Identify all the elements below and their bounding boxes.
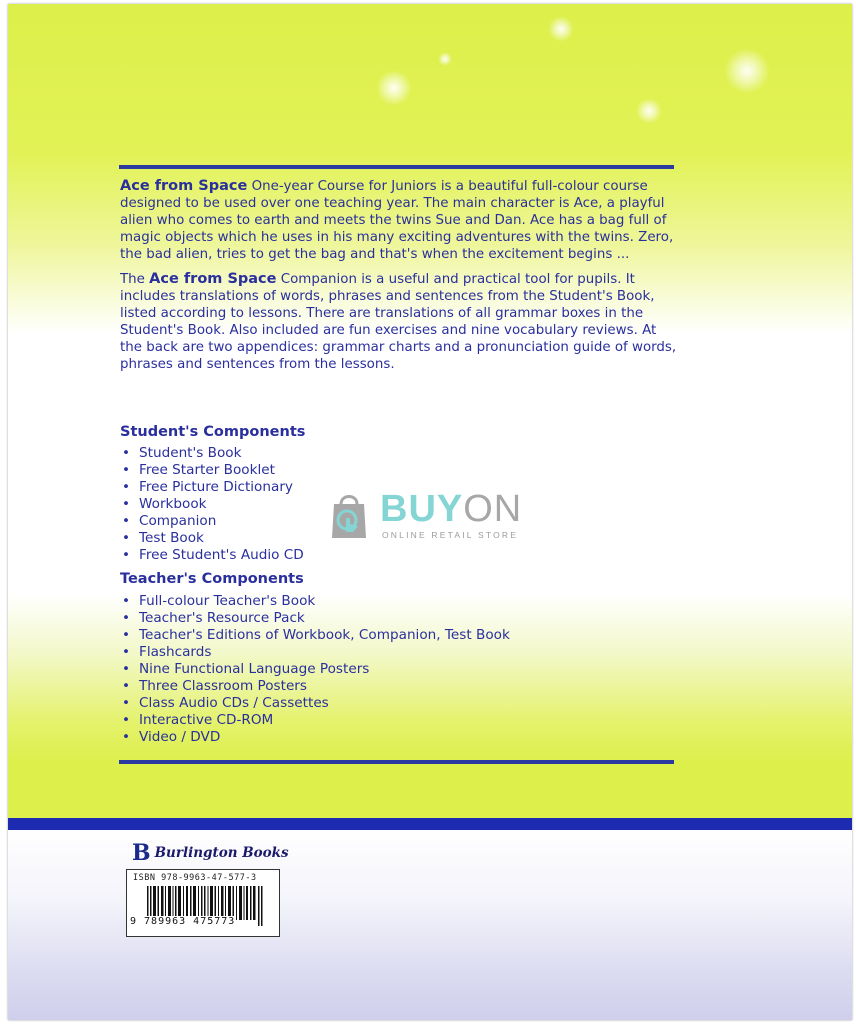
- paragraph-1-text: One-year Course for Juniors is a beautiful full-colour course designed to be used over one teaching year. The main character is Ace, a playful alien who comes to earth and meets the twins Sue and Dan. Ace has a bag full of magic objects which he uses in his many exciting adventures with the twins. Zero, the bad alien, tries to get the bag and that's when the excitement begins ...: [120, 179, 674, 262]
- list-item: • Three Classroom Posters: [120, 678, 510, 695]
- list-item: • Flashcards: [120, 644, 510, 661]
- list-item: • Teacher's Resource Pack: [120, 610, 510, 627]
- list-item: • Student's Book: [120, 445, 304, 462]
- list-item: • Companion: [120, 513, 304, 530]
- teachers-components-heading: Teacher's Components: [120, 571, 304, 587]
- sparkle-3: [376, 70, 412, 106]
- list-item: • Test Book: [120, 530, 304, 547]
- paragraph-2-text: Companion is a useful and practical tool for pupils. It includes translations of words, phrases and sentences from the Student's Book, listed according to lessons. There are translations of all grammar boxes in the Student's Book. Also included are fun exercises and nine vocabulary reviews. At the back are two appendices: grammar charts and a pronunciation guide of words, phrases and sentences from the lessons.: [120, 272, 677, 372]
- isbn-label: ISBN 978-9963-47-577-3: [133, 873, 257, 883]
- paragraph-2-prefix: The: [120, 272, 150, 287]
- sparkle-1: [548, 16, 574, 42]
- list-item: • Free Student's Audio CD: [120, 547, 304, 564]
- sparkle-4: [724, 48, 770, 94]
- list-item: • Full-colour Teacher's Book: [120, 593, 510, 610]
- barcode-digits: 9 789963 475773: [130, 916, 236, 927]
- series-title-2: Ace from Space: [149, 271, 277, 287]
- shopping-bag-hand-icon: [326, 488, 372, 542]
- publisher-name: Burlington Books: [154, 845, 289, 861]
- series-title: Ace from Space: [120, 178, 248, 194]
- list-item: • Video / DVD: [120, 729, 510, 746]
- watermark-tagline: ONLINE RETAIL STORE: [382, 530, 519, 540]
- list-item: • Class Audio CDs / Cassettes: [120, 695, 510, 712]
- sparkle-2: [438, 52, 452, 66]
- students-components-heading: Student's Components: [120, 424, 306, 440]
- list-item: • Teacher's Editions of Workbook, Companion, Test Book: [120, 627, 510, 644]
- isbn-barcode-box: [126, 869, 280, 937]
- watermark-brand-a: BUY: [380, 488, 464, 530]
- blue-band: [8, 818, 852, 830]
- list-item: • Free Picture Dictionary: [120, 479, 304, 496]
- bottom-rule: [119, 760, 674, 764]
- description-paragraph-2: [120, 271, 680, 373]
- publisher-logo: [132, 842, 289, 864]
- description-paragraph-1: [120, 178, 680, 263]
- students-components-list: [120, 445, 304, 564]
- teachers-components-list: [120, 593, 510, 746]
- list-item: • Interactive CD-ROM: [120, 712, 510, 729]
- sparkle-5: [636, 98, 662, 124]
- list-item: • Workbook: [120, 496, 304, 513]
- description: [120, 178, 680, 381]
- list-item: • Nine Functional Language Posters: [120, 661, 510, 678]
- publisher-mark-icon: B: [132, 840, 151, 866]
- watermark-brand-b: ON: [463, 488, 523, 530]
- list-item: • Free Starter Booklet: [120, 462, 304, 479]
- watermark-text: [380, 490, 522, 540]
- watermark-brand: [380, 490, 522, 528]
- buyon-watermark: [326, 488, 522, 542]
- top-rule: [119, 165, 674, 169]
- book-back-cover: [8, 4, 852, 1020]
